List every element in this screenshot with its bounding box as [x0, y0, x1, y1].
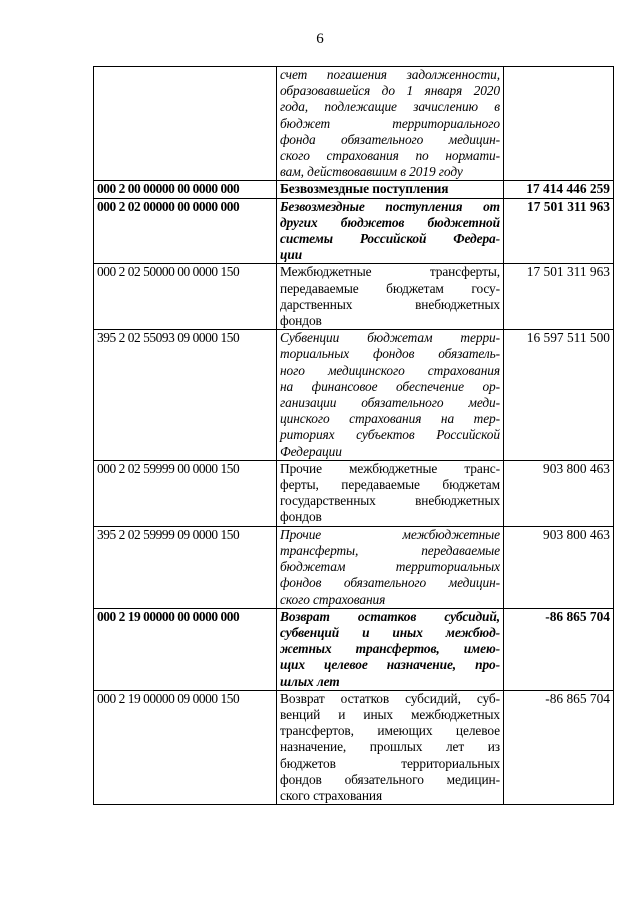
- revenue-name-line: ганизации обязательного меди-: [280, 395, 500, 411]
- table-row: [94, 526, 614, 608]
- budget-classification-code: 000 2 19 00000 00 0000 000: [94, 608, 277, 690]
- revenue-name: [277, 181, 504, 198]
- revenue-name-line: фондов: [280, 313, 322, 329]
- revenue-name-line: цинского страхования на тер-: [280, 411, 500, 427]
- revenue-name-line: образовавшейся до 1 января 2020: [280, 83, 500, 99]
- revenue-name-line: венций и иных межбюджетных: [280, 706, 500, 722]
- revenue-name: [277, 526, 504, 608]
- revenue-name-line: года, подлежащие зачислению в: [280, 99, 500, 115]
- revenue-name-line: шлых лет: [280, 673, 340, 689]
- budget-classification-code: 395 2 02 59999 09 0000 150: [94, 526, 277, 608]
- amount-value: 17 501 311 963: [504, 264, 614, 330]
- revenue-name-line: трансфертов, имеющих целевое: [280, 723, 500, 739]
- budget-classification-code: 395 2 02 55093 09 0000 150: [94, 330, 277, 461]
- table-row: [94, 608, 614, 690]
- revenue-name-line: Прочие межбюджетные транс-: [280, 460, 500, 476]
- revenue-name-line: Возврат остатков субсидий,: [280, 608, 500, 624]
- revenue-name-line: Возврат остатков субсидий, суб-: [280, 690, 500, 706]
- table-row: [94, 460, 614, 526]
- budget-classification-code: [94, 67, 277, 181]
- revenue-name: [277, 67, 504, 181]
- revenue-name-line: передаваемые бюджетам госу-: [280, 280, 500, 296]
- revenue-name-line: ского страхования: [280, 787, 383, 803]
- revenue-name-line: Прочие межбюджетные: [280, 526, 500, 542]
- revenue-name: [277, 264, 504, 330]
- revenue-name-line: назначение, прошлых лет из: [280, 739, 500, 755]
- revenue-name-line: щих целевое назначение, про-: [280, 657, 500, 673]
- budget-classification-code: 000 2 02 00000 00 0000 000: [94, 198, 277, 264]
- amount-value: 903 800 463: [504, 526, 614, 608]
- revenue-name-line: Субвенции бюджетам терри-: [280, 330, 500, 346]
- revenue-name-line: фонда обязательного медицин-: [280, 131, 500, 147]
- revenue-name-line: ского страхования: [280, 591, 386, 607]
- revenue-name-line: фондов обязательного медицин-: [280, 575, 500, 591]
- revenue-name-line: дарственных внебюджетных: [280, 296, 500, 312]
- revenue-name-line: ториальных фондов обязатель-: [280, 346, 500, 362]
- revenue-name-line: ферты, передаваемые бюджетам: [280, 477, 500, 493]
- revenue-name-line: бюджет территориального: [280, 115, 500, 131]
- table-row: [94, 181, 614, 198]
- revenue-name-line: Федерации: [280, 443, 342, 459]
- revenue-name-line: Безвозмездные поступления от: [280, 198, 500, 214]
- amount-value: -86 865 704: [504, 690, 614, 804]
- revenue-name-line: счет погашения задолженности,: [280, 67, 500, 82]
- budget-classification-code: 000 2 00 00000 00 0000 000: [94, 181, 277, 198]
- budget-classification-code: 000 2 02 59999 00 0000 150: [94, 460, 277, 526]
- revenue-name: [277, 608, 504, 690]
- revenue-name-line: на финансовое обеспечение ор-: [280, 378, 500, 394]
- revenue-name-line: фондов обязательного медицин-: [280, 771, 500, 787]
- revenue-name-line: ции: [280, 247, 303, 263]
- table-row: [94, 690, 614, 804]
- table-row: [94, 264, 614, 330]
- amount-value: 903 800 463: [504, 460, 614, 526]
- budget-classification-code: 000 2 02 50000 00 0000 150: [94, 264, 277, 330]
- amount-value: -86 865 704: [504, 608, 614, 690]
- budget-classification-code: 000 2 19 00000 09 0000 150: [94, 690, 277, 804]
- revenue-name-line: Межбюджетные трансферты,: [280, 264, 500, 280]
- amount-value: 17 501 311 963: [504, 198, 614, 264]
- revenue-name-line: субвенций и иных межбюд-: [280, 624, 500, 640]
- revenue-name-line: государственных внебюджетных: [280, 493, 500, 509]
- revenue-name-line: вам, действовавшим в 2019 году: [280, 164, 463, 180]
- amount-value: 17 414 446 259: [504, 181, 614, 198]
- table-row: [94, 330, 614, 461]
- revenue-name-line: ского страхования по нормати-: [280, 148, 500, 164]
- revenue-name-line: риториях субъектов Российской: [280, 427, 500, 443]
- revenue-name-line: ного медицинского страхования: [280, 362, 500, 378]
- revenue-name-line: системы Российской Федера-: [280, 231, 500, 247]
- revenue-name: [277, 690, 504, 804]
- revenue-name-line: бюджетов территориальных: [280, 755, 500, 771]
- revenue-name: [277, 460, 504, 526]
- revenue-name-line: трансферты, передаваемые: [280, 542, 500, 558]
- table-row: [94, 198, 614, 264]
- revenue-name: [277, 330, 504, 461]
- revenue-name: [277, 198, 504, 264]
- table-row: [94, 67, 614, 181]
- page-number: 6: [316, 31, 324, 47]
- revenue-name-line: других бюджетов бюджетной: [280, 214, 500, 230]
- revenue-name-line: фондов: [280, 509, 322, 525]
- revenue-name-line: Безвозмездные поступления: [280, 181, 449, 197]
- amount-value: [504, 67, 614, 181]
- amount-value: 16 597 511 500: [504, 330, 614, 461]
- budget-revenue-table: [93, 66, 614, 805]
- table-body: [94, 67, 614, 805]
- revenue-name-line: жетных трансфертов, имею-: [280, 641, 500, 657]
- revenue-name-line: бюджетам территориальных: [280, 559, 500, 575]
